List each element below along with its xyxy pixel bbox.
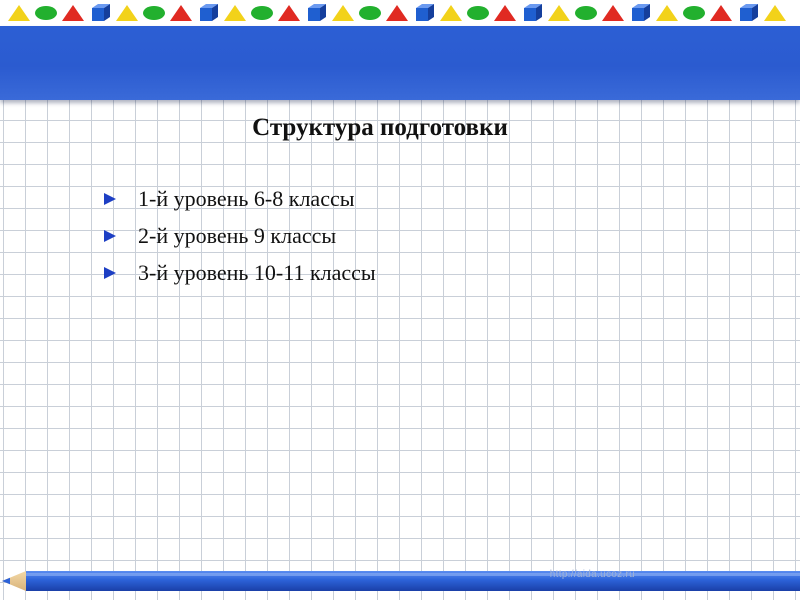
triangle-right-icon [103,192,117,206]
pencil-icon [0,564,800,596]
triangle-shape [710,5,732,21]
list-item [103,254,376,291]
decorative-shapes-strip [0,0,800,27]
triangle-right-icon [103,229,117,243]
list-item [103,217,376,254]
watermark: http://aida.ucoz.ru [549,569,635,580]
circle-shape [143,6,165,20]
triangle-shape [494,5,516,21]
triangle-shape [224,5,246,21]
triangle-shape [8,5,30,21]
triangle-shape [332,5,354,21]
triangle-shape [656,5,678,21]
triangle-right-icon [103,266,117,280]
cube-shape [200,4,218,21]
triangle-shape [278,5,300,21]
list-item-label: 2-й уровень 9 классы [138,222,337,248]
circle-shape [251,6,273,20]
triangle-shape [602,5,624,21]
triangle-shape [62,5,84,21]
triangle-shape [764,5,786,21]
circle-shape [683,6,705,20]
triangle-shape [116,5,138,21]
cube-shape [524,4,542,21]
circle-shape [35,6,57,20]
shapes-icon [0,0,800,26]
list-item-label: 1-й уровень 6-8 классы [138,185,355,211]
bullet-list [103,180,376,291]
triangle-shape [170,5,192,21]
circle-shape [575,6,597,20]
triangle-shape [548,5,570,21]
triangle-shape [386,5,408,21]
slide-title [0,114,760,142]
circle-shape [467,6,489,20]
cube-shape [416,4,434,21]
header-band [0,26,800,100]
cube-shape [632,4,650,21]
list-item [103,180,376,217]
slide-title-text: Структура подготовки [252,114,508,141]
cube-shape [740,4,758,21]
circle-shape [359,6,381,20]
cube-shape [92,4,110,21]
triangle-shape [440,5,462,21]
pencil-decoration [0,564,800,596]
cube-shape [308,4,326,21]
list-item-label: 3-й уровень 10-11 классы [138,259,376,285]
